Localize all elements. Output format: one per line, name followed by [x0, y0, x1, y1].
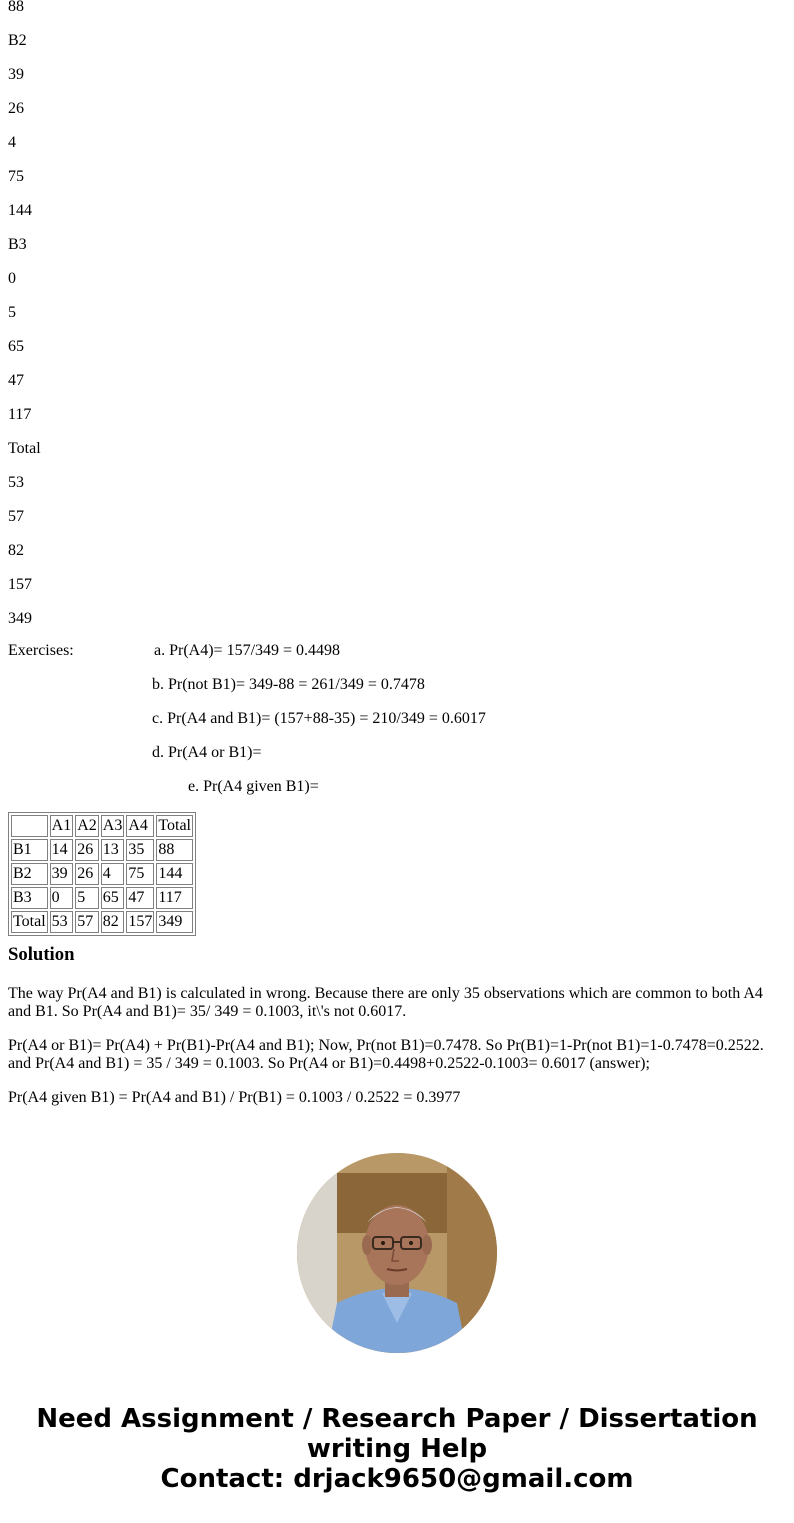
- table-cell: 53: [50, 911, 74, 933]
- stub-line: 82: [8, 542, 24, 559]
- table-cell: 82: [101, 911, 125, 933]
- banner-line-1: Need Assignment / Research Paper / Dissertation: [36, 1404, 758, 1434]
- contact-banner: [0, 1404, 794, 1494]
- table-cell: 35: [126, 839, 154, 861]
- table-cell: Total: [156, 815, 193, 837]
- table-cell: 157: [126, 911, 154, 933]
- table-cell: 0: [50, 887, 74, 909]
- table-cell: 13: [101, 839, 125, 861]
- stub-line: Total: [8, 440, 41, 457]
- exercises-label: Exercises:: [8, 642, 74, 659]
- solution-paragraph-1: The way Pr(A4 and B1) is calculated in wrong. Because there are only 35 observations which are common to both A4 and B1. So Pr(A4 and B1)= 35/ 349 = 0.1003, it\'s not 0.6017.: [8, 985, 763, 1020]
- exercise-c: c. Pr(A4 and B1)= (157+88-35) = 210/349 = 0.6017: [152, 710, 486, 727]
- contingency-table: [8, 812, 196, 936]
- stub-line: 88: [8, 0, 24, 15]
- author-photo: [297, 1153, 497, 1353]
- table-cell: B2: [11, 863, 48, 885]
- solution-heading: Solution: [8, 944, 75, 965]
- table-cell: 26: [75, 839, 99, 861]
- stub-line: 26: [8, 100, 24, 117]
- solution-paragraph-2: Pr(A4 or B1)= Pr(A4) + Pr(B1)-Pr(A4 and B1); Now, Pr(not B1)=0.7478. So Pr(B1)=1-Pr(not B1)=1-0.7478=0.2522. and Pr(A4 and B1) = 35 / 349 = 0.1003. So Pr(A4 or B1)=0.4498+0.2522-0.1003= 0.6017 (answer);: [8, 1037, 764, 1072]
- table-cell: A2: [75, 815, 99, 837]
- stub-line: 0: [8, 270, 16, 287]
- exercise-a: a. Pr(A4)= 157/349 = 0.4498: [154, 642, 341, 659]
- table-row: [11, 863, 193, 885]
- stub-line: 144: [8, 202, 32, 219]
- banner-line-2: writing Help: [306, 1434, 488, 1464]
- table-cell: A3: [101, 815, 125, 837]
- exercise-d: d. Pr(A4 or B1)=: [152, 744, 262, 761]
- table-cell: 57: [75, 911, 99, 933]
- table-cell: 117: [156, 887, 193, 909]
- table-cell: 349: [156, 911, 193, 933]
- table-cell: 144: [156, 863, 193, 885]
- table-cell: [11, 815, 48, 837]
- stub-line: 53: [8, 474, 24, 491]
- table-row: [11, 887, 193, 909]
- exercise-b: b. Pr(not B1)= 349-88 = 261/349 = 0.7478: [152, 676, 425, 693]
- table-cell: 75: [126, 863, 154, 885]
- stub-line: 349: [8, 610, 32, 627]
- stub-line: 5: [8, 304, 16, 321]
- table-cell: B3: [11, 887, 48, 909]
- table-cell: A1: [50, 815, 74, 837]
- table-cell: 47: [126, 887, 154, 909]
- table-cell: 88: [156, 839, 193, 861]
- stub-line: 4: [8, 134, 16, 151]
- stub-line: B3: [8, 236, 27, 253]
- solution-paragraph-3: Pr(A4 given B1) = Pr(A4 and B1) / Pr(B1) = 0.1003 / 0.2522 = 0.3977: [8, 1089, 461, 1106]
- table-cell: 4: [101, 863, 125, 885]
- table-cell: B1: [11, 839, 48, 861]
- table-cell: A4: [126, 815, 154, 837]
- stub-line: 65: [8, 338, 24, 355]
- stub-line: 47: [8, 372, 24, 389]
- table-cell: 39: [50, 863, 74, 885]
- stub-line: 157: [8, 576, 32, 593]
- table-row: [11, 839, 193, 861]
- table-row: [11, 911, 193, 933]
- stub-line: 75: [8, 168, 24, 185]
- table-cell: 14: [50, 839, 74, 861]
- stub-line: B2: [8, 32, 27, 49]
- table-cell: 65: [101, 887, 125, 909]
- stub-line: 57: [8, 508, 24, 525]
- author-portrait-icon: [297, 1153, 497, 1353]
- table-header-row: [11, 815, 193, 837]
- table-cell: Total: [11, 911, 48, 933]
- stub-line: 39: [8, 66, 24, 83]
- table-cell: 26: [75, 863, 99, 885]
- stub-line: 117: [8, 406, 32, 423]
- banner-line-3: Contact: drjack9650@gmail.com: [160, 1464, 634, 1494]
- table-cell: 5: [75, 887, 99, 909]
- exercise-e: e. Pr(A4 given B1)=: [188, 778, 319, 795]
